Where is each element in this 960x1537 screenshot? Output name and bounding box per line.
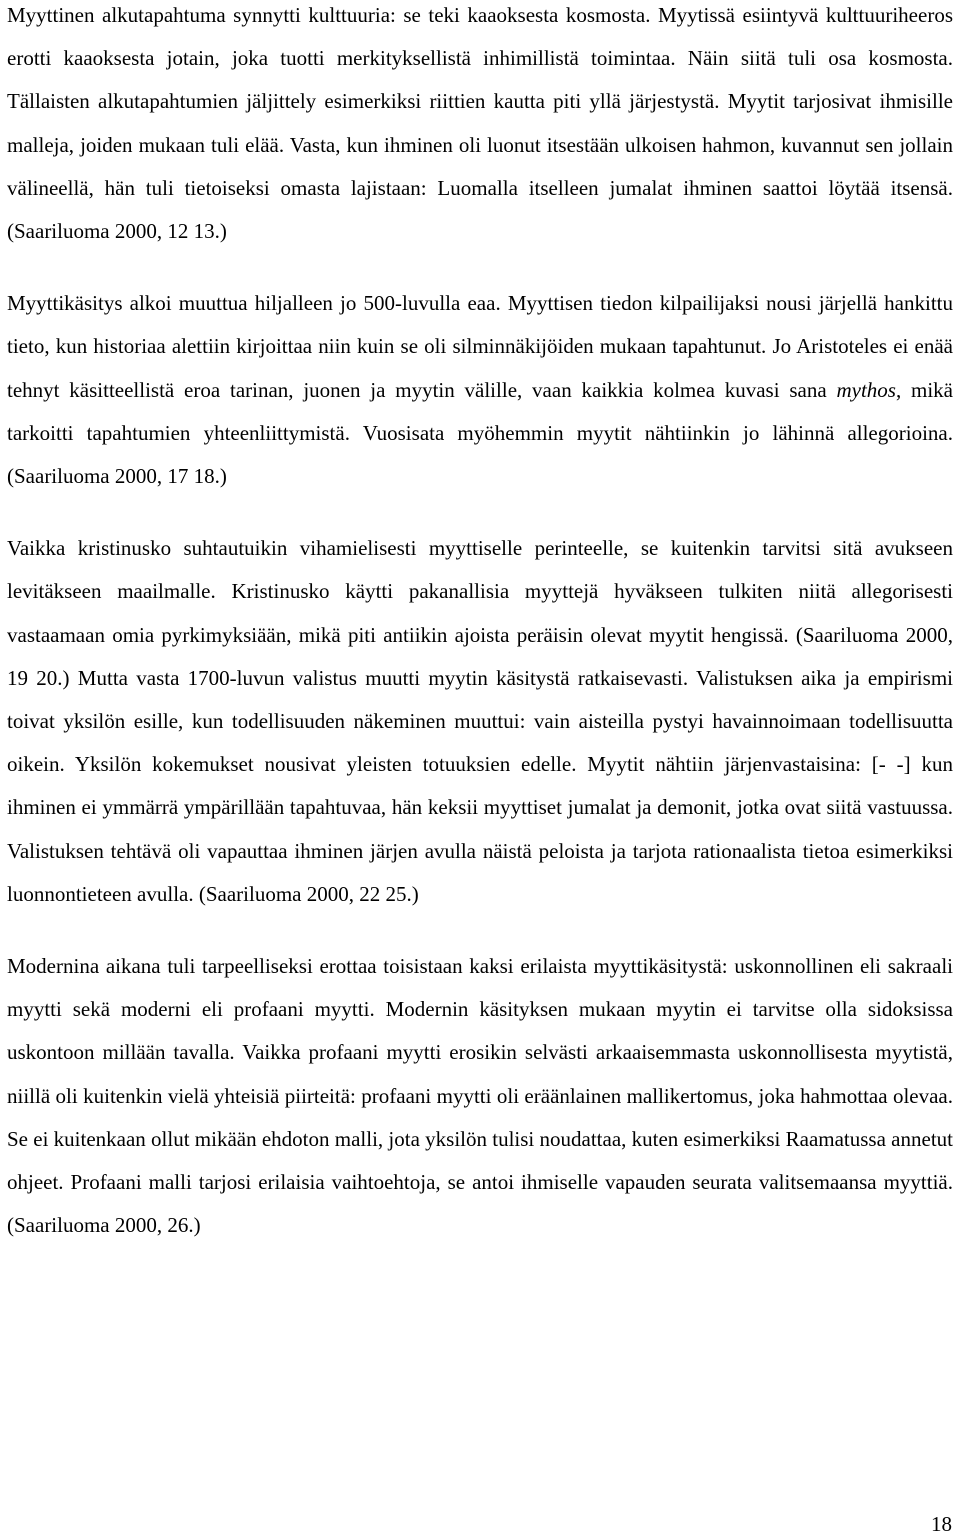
paragraph-1	[7, 0, 953, 253]
paragraph-4	[7, 945, 953, 1247]
paragraph-text: , mikä tarkoitti tapahtumien yhteenliittymistä. Vuosisata myöhemmin myytit nähtiinkin jo lähinnä allegorioina. (Saariluoma 2000, 17 18.)	[7, 377, 953, 489]
paragraph-text: Myyttikäsitys alkoi muuttua hiljalleen jo 500-luvulla eaa. Myyttisen tiedon kilpailijaksi nousi järjellä hankittu tieto, kun historiaa alettiin kirjoittaa niin kuin se oli silminnäkijöiden mukaan tapahtunut. Jo Aristoteles ei enää tehnyt käsitteellistä eroa tarinan, juonen ja myytin välille, vaan kaikkia kolmea kuvasi sana	[7, 291, 953, 402]
paragraph-text: Modernina aikana tuli tarpeelliseksi erottaa toisistaan kaksi erilaista myyttikäsitystä: uskonnollinen eli sakraali myytti sekä moderni eli profaani myytti. Modernin käsityksen mukaan myytin ei tarvitse olla sidoksissa uskontoon millään tavalla. Vaikka profaani myytti erosikin selvästi arkaaisemmasta uskonnollisesta myytistä, niillä oli kuitenkin vielä yhteisiä piirteitä: profaani myytti oli eräänlainen mallikertomus, joka hahmottaa olevaa. Se ei kuitenkaan ollut mikään ehdoton malli, jota yksilön tulisi noudattaa, kuten esimerkiksi Raamatussa annetut ohjeet. Profaani malli tarjosi erilaisia vaihtoehtoja, se antoi ihmiselle vapauden seurata valitsemaansa myyttiä. (Saariluoma 2000, 26.)	[7, 954, 953, 1238]
paragraph-2	[7, 282, 953, 498]
paragraph-3	[7, 527, 953, 916]
body-text	[7, 0, 953, 1276]
page-number: 18	[931, 1512, 952, 1536]
italic-term: mythos	[836, 377, 896, 402]
paragraph-text: Myyttinen alkutapahtuma synnytti kulttuuria: se teki kaaoksesta kosmosta. Myytissä esiintyvä kulttuuriheeros erotti kaaoksesta jotain, joka tuotti merkityksellistä inhimillistä toimintaa. Näin siitä tuli osa kosmosta. Tällaisten alkutapahtumien jäljittely esimerkiksi riittien kautta piti yllä järjestystä. Myytit tarjosivat ihmisille malleja, joiden mukaan tuli elää. Vasta, kun ihminen oli luonut itsestään ulkoisen hahmon, kuvannut sen jollain välineellä, hän tuli tietoiseksi omasta lajistaan: Luomalla itselleen jumalat ihminen saattoi löytää itsensä. (Saariluoma 2000, 12 13.)	[7, 3, 953, 244]
paragraph-text: Vaikka kristinusko suhtautuikin vihamielisesti myyttiselle perinteelle, se kuitenkin tarvitsi sitä avukseen levitäkseen maailmalle. Kristinusko käytti pakanallisia myyttejä hyväkseen tulkiten niitä allegorisesti vastaamaan omia pyrkimyksiään, mikä piti antiikin ajoista peräisin olevat myytit hengissä. (Saariluoma 2000, 19 20.) Mutta vasta 1700-luvun valistus muutti myytin käsitystä ratkaisevasti. Valistuksen aika ja empirismi toivat yksilön esille, kun todellisuuden näkeminen muuttui: vain aisteilla pystyi havainnoimaan todellisuutta oikein. Yksilön kokemukset nousivat yleisten totuuksien edelle. Myytit nähtiin järjenvastaisina: [- -] kun ihminen ei ymmärrä ympärillään tapahtuvaa, hän keksii myyttiset jumalat ja demonit, jotka ovat siitä vastuussa. Valistuksen tehtävä oli vapauttaa ihminen järjen avulla näistä peloista ja tarjota rationaalista tietoa esimerkiksi luonnontieteen avulla. (Saariluoma 2000, 22 25.)	[7, 536, 953, 906]
